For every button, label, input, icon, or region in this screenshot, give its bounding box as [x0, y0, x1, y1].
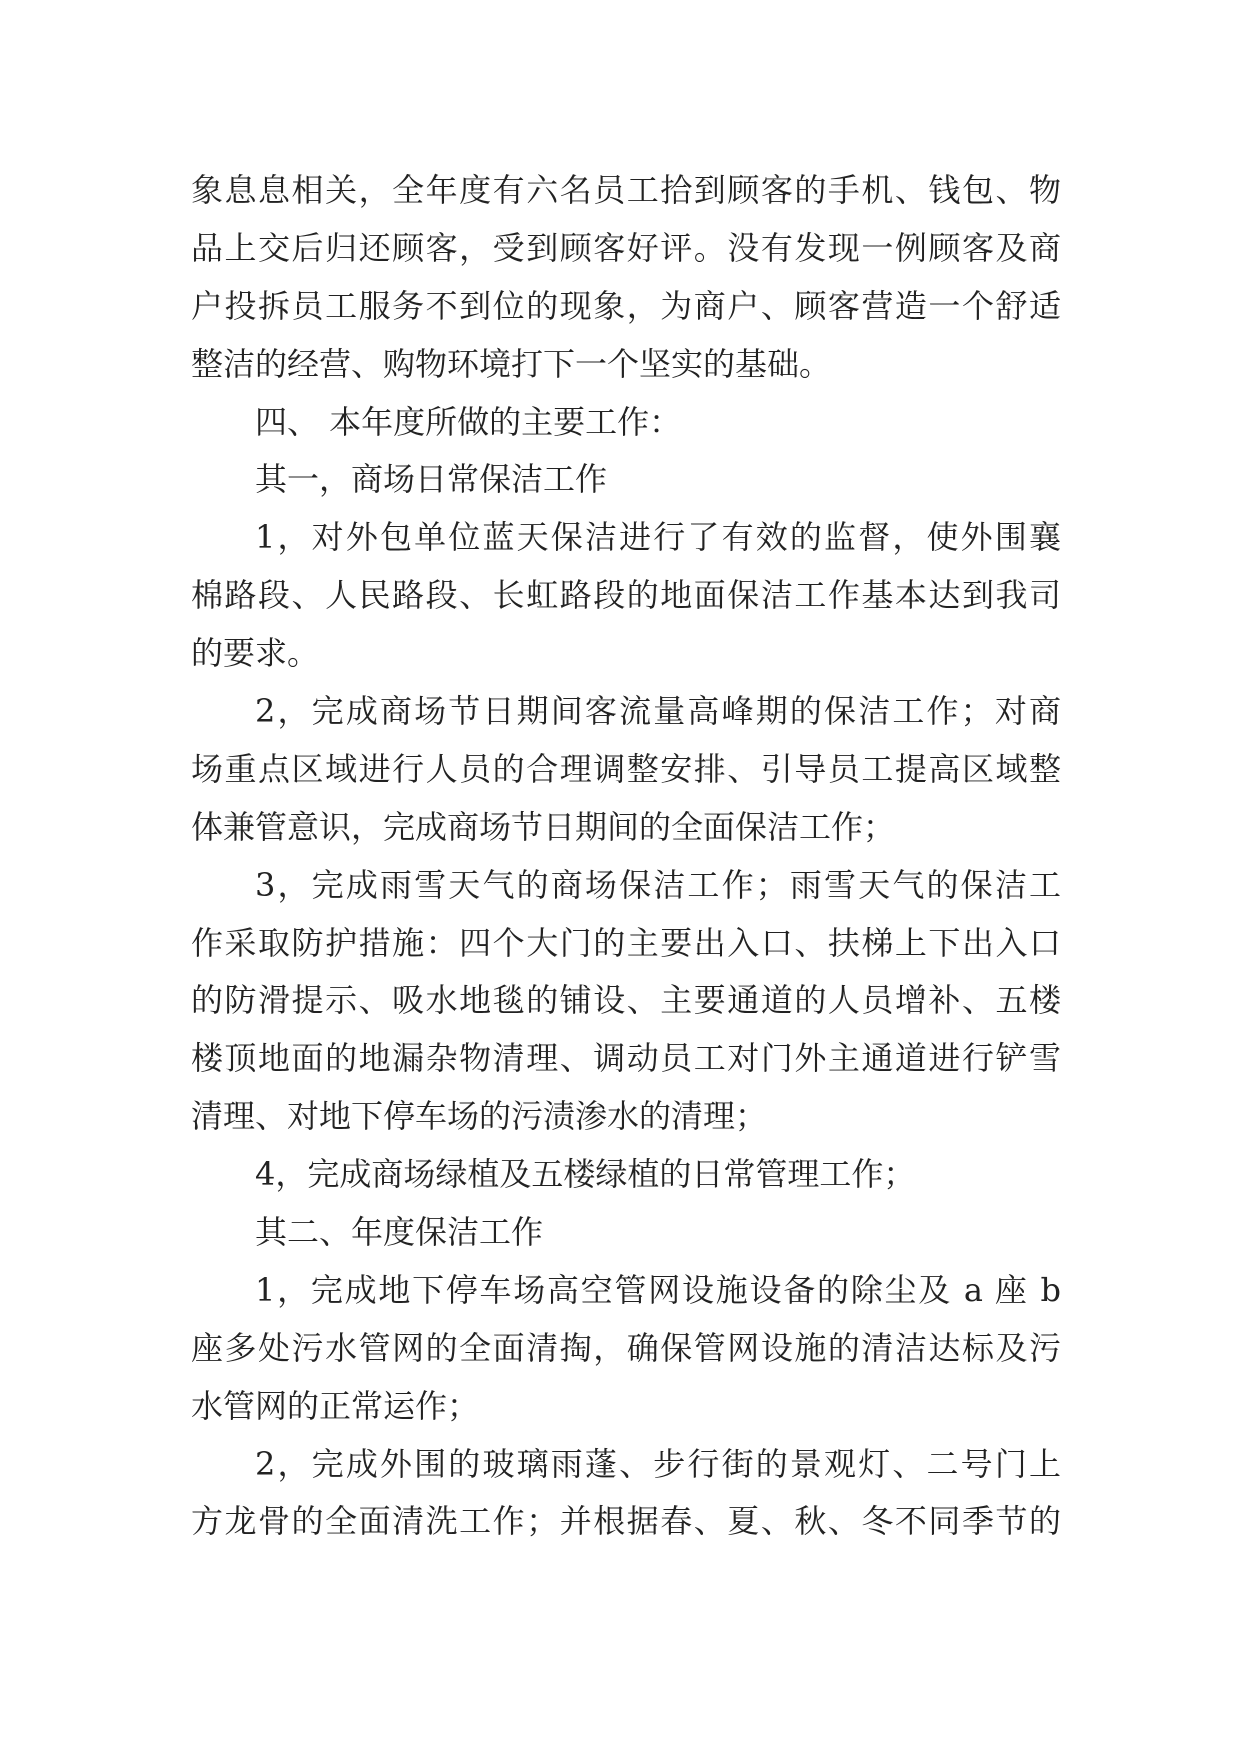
text-line: 的要求。 [191, 634, 320, 673]
text-line: 作采取防护措施：四个大门的主要出入口、扶梯上下出入口 [191, 923, 1061, 962]
text-line: 4，完成商场绿植及五楼绿植的日常管理工作； [255, 1155, 916, 1194]
text-line: 棉路段、人民路段、长虹路段的地面保洁工作基本达到我司 [191, 576, 1061, 615]
text-line: 场重点区域进行人员的合理调整安排、引导员工提高区域整 [191, 749, 1061, 788]
text-line: 2，完成外围的玻璃雨蓬、步行街的景观灯、二号门上 [255, 1444, 1061, 1483]
section-heading: 四、 本年度所做的主要工作： [255, 402, 682, 441]
text-line: 水管网的正常运作； [191, 1386, 480, 1425]
subsection-heading: 其二、年度保洁工作 [255, 1213, 544, 1252]
text-line: 体兼管意识，完成商场节日期间的全面保洁工作； [191, 807, 896, 846]
text-line: 户投拆员工服务不到位的现象，为商户、顾客营造一个舒适 [191, 286, 1061, 325]
text-line: 座多处污水管网的全面清掏，确保管网设施的清洁达标及污 [191, 1328, 1061, 1367]
text-line: 楼顶地面的地漏杂物清理、调动员工对门外主通道进行铲雪 [191, 1039, 1061, 1078]
text-line: 整洁的经营、购物环境打下一个坚实的基础。 [191, 344, 832, 383]
subsection-heading: 其一，商场日常保洁工作 [255, 460, 608, 499]
text-line: 方龙骨的全面清洗工作；并根据春、夏、秋、冬不同季节的 [191, 1502, 1061, 1541]
text-line: 2，完成商场节日期间客流量高峰期的保洁工作；对商 [255, 692, 1061, 731]
text-line: 品上交后归还顾客，受到顾客好评。没有发现一例顾客及商 [191, 228, 1061, 267]
text-line: 3，完成雨雪天气的商场保洁工作；雨雪天气的保洁工 [255, 865, 1061, 904]
text-line: 清理、对地下停车场的污渍渗水的清理； [191, 1097, 768, 1136]
document-body [191, 162, 1061, 1551]
text-line: 象息息相关，全年度有六名员工拾到顾客的手机、钱包、物 [191, 171, 1061, 209]
text-line: 1，对外包单位蓝天保洁进行了有效的监督，使外围襄 [255, 518, 1061, 557]
text-line: 的防滑提示、吸水地毯的铺设、主要通道的人员增补、五楼 [191, 981, 1061, 1020]
text-line: 1，完成地下停车场高空管网设施设备的除尘及 a 座 b [255, 1270, 1061, 1309]
